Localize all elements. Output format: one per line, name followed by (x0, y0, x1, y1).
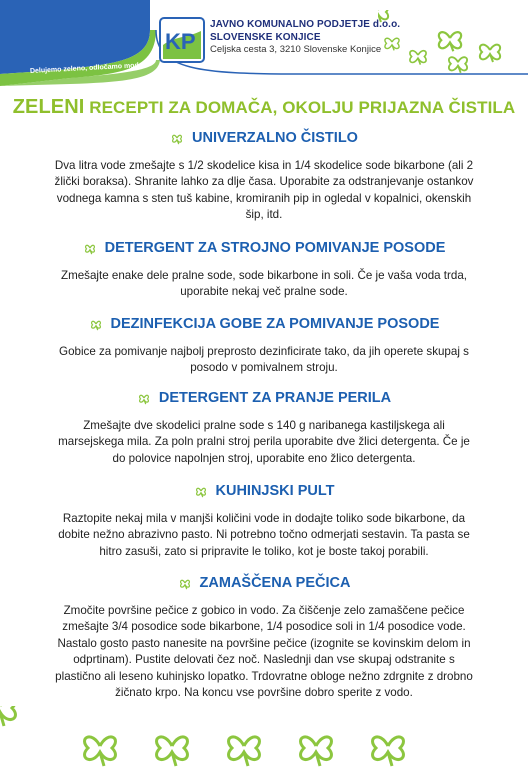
section-heading (14, 481, 514, 501)
page-title (0, 96, 528, 119)
clover-icon (194, 484, 208, 498)
clover-icon (137, 391, 151, 405)
org-name-line1: JAVNO KOMUNALNO PODJETJE d.o.o. (210, 19, 401, 30)
body-line: Gobice za pomivanje najbolj preprosto dezinficirate tako, da jih operete skupaj s (59, 345, 469, 358)
org-name-line2: SLOVENSKE KONJICE (210, 31, 321, 43)
body-line: vodnega kamna s sten tuš kabine, kromiranih pip in ogledal v kopalnici, okenskih (56, 191, 472, 205)
section-zamascena-pecica (14, 573, 514, 701)
body-line: žičnato krpo. Na koncu vse površine dobro sperite z vodo. (115, 686, 413, 700)
body-line: plastično ali leseno kuhinjsko lopatko. Trdovratne obloge nežno zdrgnite z drobno (55, 669, 473, 683)
decorative-clovers-top (378, 10, 518, 80)
section-kuhinjski-pult (14, 481, 514, 560)
section-dezinfekcija-gobe (14, 314, 514, 377)
section-detergent-pomivanje (14, 238, 514, 301)
clover-icon (83, 241, 97, 255)
section-heading (14, 238, 514, 258)
body-line: zmešajte 3/4 posodice sode bikarbone, 1/4 posodice soli in 1/4 posodice vode. (62, 620, 466, 634)
section-heading-text: UNIVERZALNO ČISTILO (192, 130, 358, 146)
body-line: Raztopite nekaj mila v manjši količini vode in dodajte toliko sode bikarbone, da (62, 512, 466, 525)
section-heading-text: ZAMAŠČENA PEČICA (199, 575, 351, 591)
body-line: posodo v pomivalnem stroju. (190, 361, 338, 375)
title-rest: RECEPTI ZA DOMAČA, OKOLJU PRIJAZNA ČISTILA (84, 98, 516, 117)
section-body (14, 511, 514, 560)
section-heading (14, 573, 514, 593)
section-heading (14, 388, 514, 408)
organization-block (210, 19, 400, 57)
body-line: hitro zasuši, zato si pripravite le toliko, kot je boste takoj porabili. (99, 544, 429, 558)
section-heading (14, 128, 514, 148)
header (0, 0, 528, 88)
body-line: dobite nežno abrazivno pasto. Ni potrebno točno odmerjati sestavin. Ta pasta se (58, 528, 470, 542)
section-body (14, 158, 514, 224)
clover-icon (89, 317, 103, 331)
section-heading-text: KUHINJSKI PULT (215, 483, 335, 499)
section-heading-text: DETERGENT ZA PRANJE PERILA (158, 390, 392, 406)
section-body (14, 603, 514, 701)
org-address: Celjska cesta 3, 3210 Slovenske Konjice (210, 44, 382, 55)
title-highlight: ZELENI (12, 96, 85, 118)
clover-icon (178, 576, 192, 590)
section-detergent-perilo (14, 388, 514, 467)
section-heading-text: DEZINFEKCIJA GOBE ZA POMIVANJE POSODE (110, 316, 440, 332)
body-line: marsejskega mila. Za poln pralni stroj perila uporabite dve žlici detergenta. Če je (58, 435, 470, 449)
body-line: Zmešajte dve skodelici pralne sode s 140 g naribanega kastiljskega ali (83, 419, 445, 432)
slogan: Delujemo zeleno, odločamo modro! (29, 61, 149, 75)
body-line: uporabite nekaj več pralne sode. (180, 285, 348, 299)
body-line: do polovice napolnjen stroj, uporabite eno žlico detergenta. (112, 451, 416, 465)
section-heading (14, 314, 514, 334)
section-body (14, 418, 514, 467)
body-line: Zmočite površine pečice z gobico in vodo. Za čiščenje zelo zamaščene pečice (63, 604, 465, 617)
body-line: žlički boraksa). Shranite lahko za dlje časa. Uporabite za odstranjevanje ostankov (54, 175, 474, 189)
body-line: Dva litra vode zmešajte s 1/2 skodelice kisa in 1/4 skodelice sode bikarbone (ali 2 (54, 159, 474, 172)
body-line: odprtinam). Pustite delovati čez noč. Naslednji dan vse skupaj odstranite s (73, 653, 455, 667)
section-body (14, 268, 514, 301)
section-heading-text: DETERGENT ZA STROJNO POMIVANJE POSODE (104, 240, 446, 256)
clover-icon (170, 131, 184, 145)
body-line: Zmešajte enake dele pralne sode, sode bikarbone in soli. Če je vaša voda trda, (60, 269, 468, 282)
body-line: šip, itd. (245, 208, 283, 222)
decorative-clovers-bottom (0, 706, 528, 780)
company-logo-icon (159, 17, 205, 63)
section-univerzalno-cistilo (14, 128, 514, 224)
body-line: Nastalo gosto pasto nanesite na površine pečice (izognite se kovinskim delom in (57, 636, 471, 650)
section-body (14, 344, 514, 377)
logo-letters: KP (165, 29, 196, 54)
